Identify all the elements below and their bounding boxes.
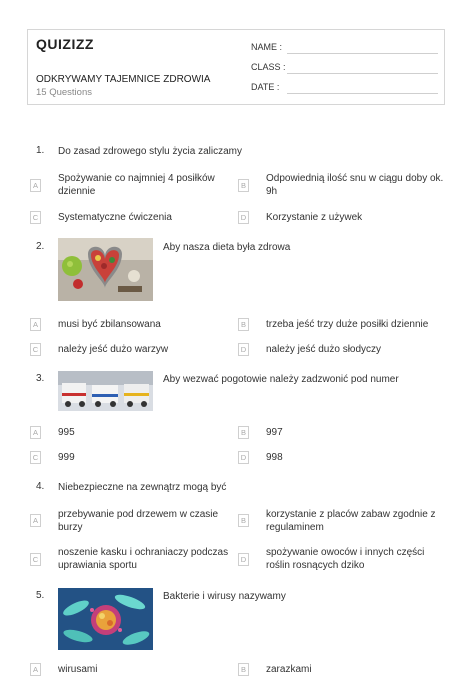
option-letter: D (238, 343, 249, 356)
answer-option[interactable]: Odpowiednią ilość snu w ciągu doby ok. 9h (266, 173, 444, 197)
ambulance-image (58, 371, 153, 411)
option-letter: C (30, 451, 41, 464)
answer-option[interactable]: Spożywanie co najmniej 4 posiłków dziennie (58, 173, 215, 197)
answer-option[interactable]: trzeba jeść trzy duże posiłki dziennie (266, 319, 429, 330)
name-label: NAME : (251, 42, 283, 52)
option-letter: B (238, 426, 249, 439)
answer-option[interactable]: musi być zbilansowana (58, 319, 161, 330)
question-count: 15 Questions (36, 87, 92, 98)
option-letter: B (238, 179, 249, 192)
date-label: DATE : (251, 82, 280, 92)
question-text: Aby nasza dieta była zdrowa (163, 242, 291, 253)
question-number: 4. (36, 481, 45, 492)
answer-option[interactable]: przebywanie pod drzewem w czasie burzy (58, 509, 219, 533)
bacteria-virus-image (58, 588, 153, 650)
answer-option[interactable]: 998 (266, 452, 283, 463)
question-text: Do zasad zdrowego stylu życia zaliczamy (58, 146, 242, 157)
date-field[interactable] (287, 93, 438, 94)
option-letter: A (30, 663, 41, 676)
question-number: 5. (36, 590, 45, 601)
answer-option[interactable]: należy jeść dużo słodyczy (266, 344, 382, 355)
option-letter: C (30, 343, 41, 356)
question-number: 2. (36, 241, 45, 252)
name-field[interactable] (287, 53, 438, 54)
class-label: CLASS : (251, 62, 286, 72)
answer-option[interactable]: 997 (266, 427, 283, 438)
option-letter: B (238, 514, 249, 527)
option-letter: B (238, 318, 249, 331)
class-field[interactable] (287, 73, 438, 74)
question-text: Niebezpieczne na zewnątrz mogą być (58, 482, 227, 493)
option-letter: B (238, 663, 249, 676)
question-text: Bakterie i wirusy nazywamy (163, 591, 286, 602)
answer-option[interactable]: spożywanie owoców i innych części roślin rosnących dziko (266, 547, 425, 571)
healthy-food-heart-image (58, 238, 153, 301)
option-letter: A (30, 318, 41, 331)
option-letter: A (30, 514, 41, 527)
answer-option[interactable]: należy jeść dużo warzyw (58, 344, 169, 355)
question-number: 1. (36, 145, 45, 156)
answer-option[interactable]: Systematyczne ćwiczenia (58, 212, 172, 223)
question-text: Aby wezwać pogotowie należy zadzwonić pod numer (163, 374, 399, 385)
answer-option[interactable]: 995 (58, 427, 75, 438)
answer-option[interactable]: Korzystanie z używek (266, 212, 363, 223)
option-letter: D (238, 553, 249, 566)
quizizz-logo: QUIZIZZ (36, 36, 94, 52)
option-letter: A (30, 179, 41, 192)
answer-option[interactable]: 999 (58, 452, 75, 463)
question-number: 3. (36, 373, 45, 384)
answer-option[interactable]: korzystanie z placów zabaw zgodnie z regulaminem (266, 509, 436, 533)
option-letter: D (238, 451, 249, 464)
option-letter: C (30, 553, 41, 566)
answer-option[interactable]: wirusami (58, 664, 98, 675)
worksheet-title: ODKRYWAMY TAJEMNICE ZDROWIA (36, 74, 211, 85)
answer-option[interactable]: noszenie kasku i ochraniaczy podczas uprawiania sportu (58, 547, 229, 571)
answer-option[interactable]: zarazkami (266, 664, 312, 675)
option-letter: C (30, 211, 41, 224)
option-letter: D (238, 211, 249, 224)
option-letter: A (30, 426, 41, 439)
